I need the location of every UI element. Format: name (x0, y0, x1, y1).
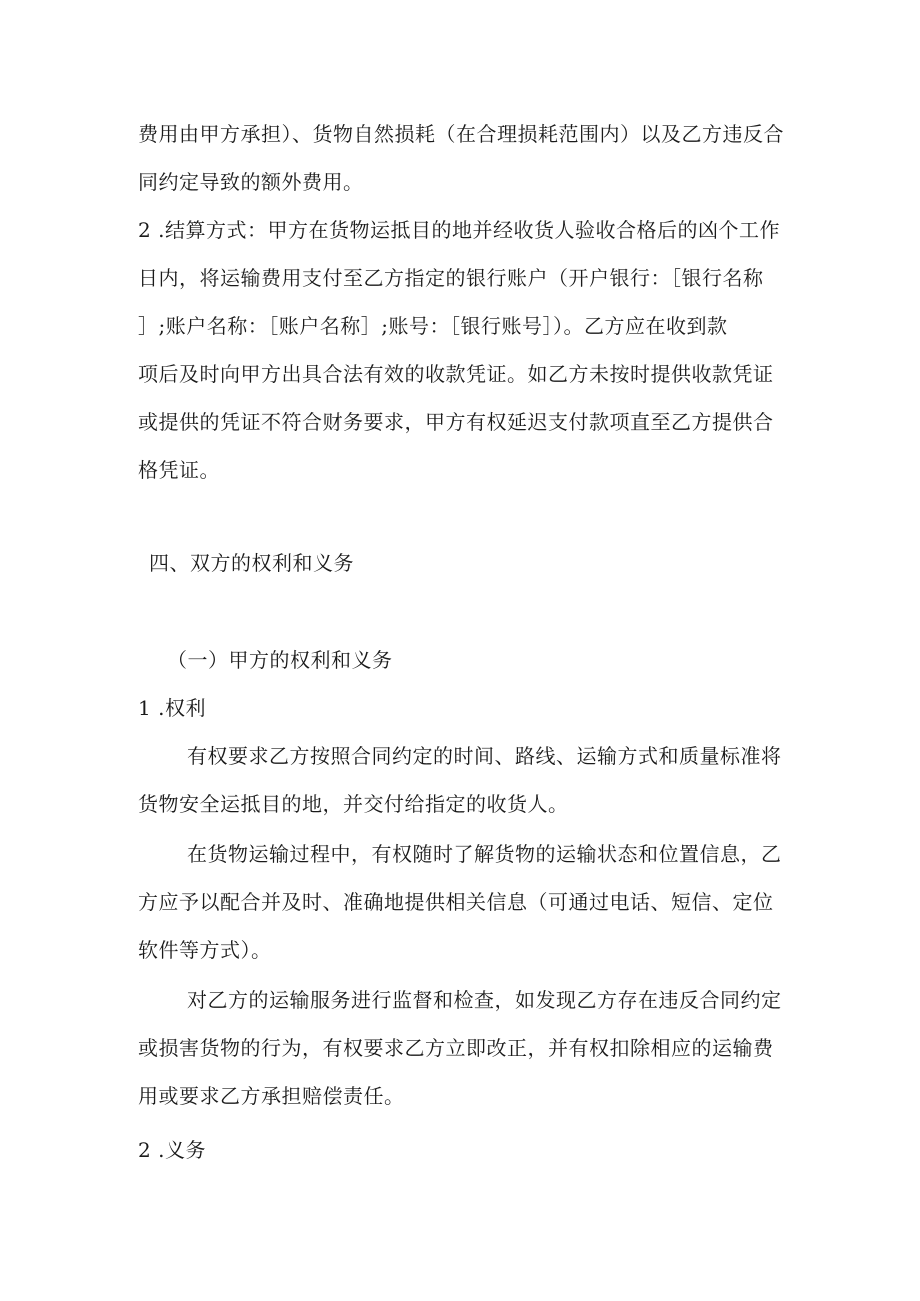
paragraph-line: 对乙方的运输服务进行监督和检查，如发现乙方存在违反合同约定 (187, 988, 782, 1012)
section-heading: 四、双方的权利和义务 (149, 551, 354, 575)
text-line: 费用由甲方承担）、货物自然损耗（在合理损耗范围内）以及乙方违反合 (138, 122, 784, 146)
subsection-heading: （一）甲方的权利和义务 (167, 648, 393, 672)
list-item-settlement: 2 .结算方式：甲方在货物运抵目的地并经收货人验收合格后的凶个工作 (138, 218, 780, 242)
paragraph-line: 有权要求乙方按照合同约定的时间、路线、运输方式和质量标准将 (187, 744, 782, 768)
text-line: ］;账户名称：［账户名称］;账号：［银行账号］）。乙方应在收到款 (138, 314, 728, 338)
paragraph-line: 用或要求乙方承担赔偿责任。 (138, 1084, 405, 1108)
paragraph-line: 在货物运输过程中，有权随时了解货物的运输状态和位置信息，乙 (187, 842, 782, 866)
text-line: 同约定导致的额外费用。 (138, 170, 364, 194)
paragraph-line: 或损害货物的行为，有权要求乙方立即改正，并有权扣除相应的运输费 (138, 1036, 774, 1060)
text-line: 日内，将运输费用支付至乙方指定的银行账户（开户银行：［银行名称 (138, 266, 764, 290)
text-line: 格凭证。 (138, 458, 220, 482)
rights-heading: 1 .权利 (138, 696, 206, 720)
text-line: 项后及时向甲方出具合法有效的收款凭证。如乙方未按时提供收款凭证 (138, 362, 774, 386)
paragraph-line: 软件等方式）。 (138, 938, 272, 962)
paragraph-line: 货物安全运抵目的地，并交付给指定的收货人。 (138, 792, 569, 816)
text-line: 或提供的凭证不符合财务要求，甲方有权延迟支付款项直至乙方提供合 (138, 410, 774, 434)
duties-heading: 2 .义务 (138, 1138, 206, 1162)
paragraph-line: 方应予以配合并及时、准确地提供相关信息（可通过电话、短信、定位 (138, 890, 774, 914)
